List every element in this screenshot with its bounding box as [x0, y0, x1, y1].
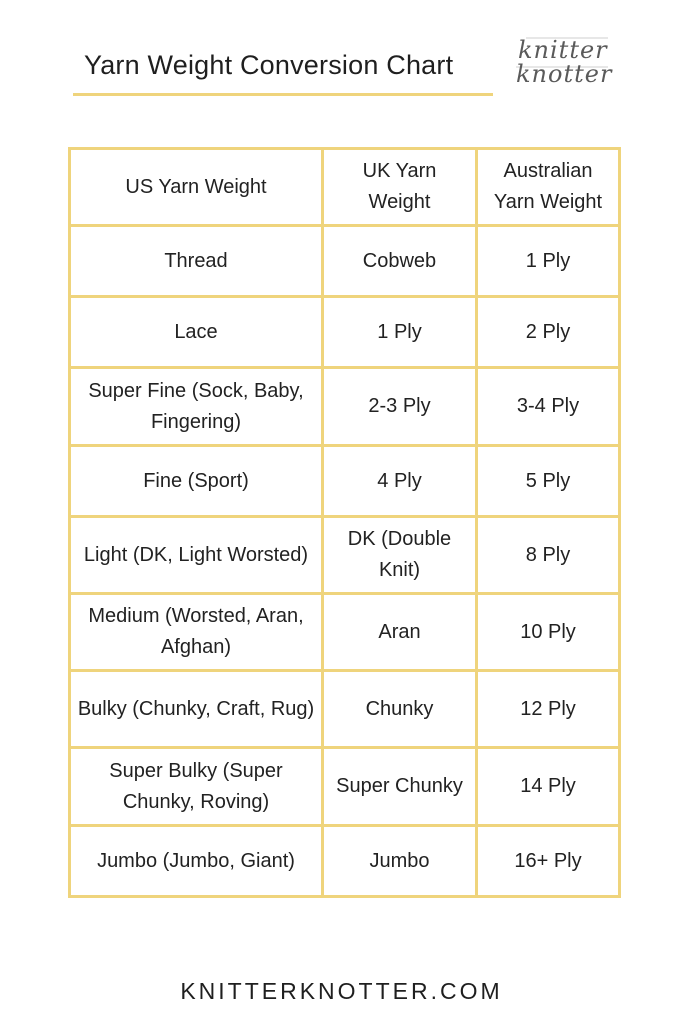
us-weight-cell: Super Bulky (Super Chunky, Roving) — [70, 748, 323, 826]
au-weight-cell: 3-4 Ply — [477, 368, 620, 446]
us-weight-cell: Light (DK, Light Worsted) — [70, 517, 323, 594]
us-weight-cell: Bulky (Chunky, Craft, Rug) — [70, 671, 323, 748]
au-weight-cell: 10 Ply — [477, 594, 620, 671]
uk-weight-cell: Chunky — [323, 671, 477, 748]
uk-weight-cell: Super Chunky — [323, 748, 477, 826]
table-row — [70, 226, 620, 297]
table-row — [70, 446, 620, 517]
uk-weight-cell: Jumbo — [323, 826, 477, 897]
column-header-uk: UK Yarn Weight — [323, 149, 477, 226]
column-header-australian: Australian Yarn Weight — [477, 149, 620, 226]
uk-weight-cell: 4 Ply — [323, 446, 477, 517]
logo-line-2: knotter — [516, 60, 613, 88]
title-underline — [73, 93, 493, 96]
table-row — [70, 297, 620, 368]
us-weight-cell: Medium (Worsted, Aran, Afghan) — [70, 594, 323, 671]
table-header-row — [70, 149, 620, 226]
uk-weight-cell: DK (Double Knit) — [323, 517, 477, 594]
logo-line-1: knitter — [518, 36, 608, 64]
uk-weight-cell: 1 Ply — [323, 297, 477, 368]
footer-website: KNITTERKNOTTER.COM — [180, 978, 503, 1004]
table-row — [70, 594, 620, 671]
table-row — [70, 517, 620, 594]
au-weight-cell: 12 Ply — [477, 671, 620, 748]
us-weight-cell: Super Fine (Sock, Baby, Fingering) — [70, 368, 323, 446]
au-weight-cell: 1 Ply — [477, 226, 620, 297]
us-weight-cell: Thread — [70, 226, 323, 297]
uk-weight-cell: Aran — [323, 594, 477, 671]
au-weight-cell: 16+ Ply — [477, 826, 620, 897]
au-weight-cell: 2 Ply — [477, 297, 620, 368]
table-row — [70, 748, 620, 826]
au-weight-cell: 14 Ply — [477, 748, 620, 826]
table-row — [70, 671, 620, 748]
us-weight-cell: Fine (Sport) — [70, 446, 323, 517]
yarn-weight-table — [68, 147, 621, 898]
us-weight-cell: Jumbo (Jumbo, Giant) — [70, 826, 323, 897]
au-weight-cell: 8 Ply — [477, 517, 620, 594]
knitter-knotter-logo — [512, 34, 612, 96]
au-weight-cell: 5 Ply — [477, 446, 620, 517]
us-weight-cell: Lace — [70, 297, 323, 368]
page-title: Yarn Weight Conversion Chart — [84, 50, 454, 80]
uk-weight-cell: 2-3 Ply — [323, 368, 477, 446]
uk-weight-cell: Cobweb — [323, 226, 477, 297]
table-row — [70, 368, 620, 446]
table-row — [70, 826, 620, 897]
column-header-us: US Yarn Weight — [70, 149, 323, 226]
